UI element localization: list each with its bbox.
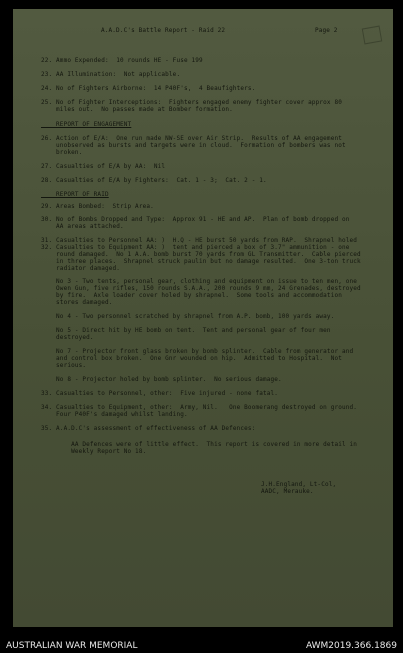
report-header: A.A.D.C's Battle Report - Raid 22 [101, 27, 226, 34]
footer-source: AUSTRALIAN WAR MEMORIAL [6, 641, 138, 651]
corner-stamp [362, 26, 383, 45]
text-line: 28. Casualties of E/A by Fighters: Cat. 1 - 3; Cat. 2 - 1. [41, 177, 267, 184]
text-line: 30. No of Bombs Dropped and Type: Approx 91 - HE and AP. Plan of bomb dropped on [41, 216, 350, 223]
footer-accession: AWM2019.366.1869 [305, 641, 397, 651]
text-line: by fire. Axle loader cover holed by shrapnel. Some tools and accommodation [41, 292, 342, 299]
text-line: 27. Casualties of E/A by AA: Nil [41, 163, 166, 170]
text-line: 33. Casualties to Personnel, other: Five injured - none fatal. [41, 390, 279, 397]
text-line: stores damaged. [41, 299, 113, 306]
text-line: radiator damaged. [41, 265, 121, 272]
text-line: 25. No of Fighter Interceptions: Fighters engaged enemy fighter cover approx 80 [41, 99, 342, 106]
text-line: unobserved as bursts and targets were in cloud. Formation of bombers was not [41, 142, 346, 149]
text-line: 34. Casualties to Equipment, other: Army, Nil. One Boomerang destroyed on ground. [41, 404, 358, 411]
text-line: Four P40F's damaged whilst landing. [41, 411, 188, 418]
text-line: 22. Ammo Expended: 10 rounds HE - Fuse 199 [41, 57, 203, 64]
text-line: AA areas attached. [41, 223, 124, 230]
text-line: No 3 - Two tents, personal gear, clothing and equipment on issue to ten men, one [41, 278, 358, 285]
text-line: broken. [41, 149, 83, 156]
text-line: destroyed. [41, 334, 94, 341]
archive-footer [0, 636, 403, 653]
text-line: Owen Gun, five rifles, 150 rounds S.A.A., 200 rounds 9 mm, 24 Grenades, destroyed [41, 285, 361, 292]
text-line: serious. [41, 362, 87, 369]
text-line: Weekly Report No 18. [41, 448, 147, 455]
document-page [13, 9, 393, 627]
text-line: 35. A.A.D.C's assessment of effectiveness of AA Defences: [41, 425, 256, 432]
text-line: 32. Casualties to Equipment AA: ) tent and pierced a box of 3.7" ammunition - one [41, 244, 350, 251]
text-line: miles out. No passes made at Bomber formation. [41, 106, 233, 113]
text-line: and control box broken. One Gnr wounded on hip. Admitted to Hospital. Not [41, 355, 342, 362]
page-number: Page 2 [315, 27, 338, 34]
text-line: in three places. Shrapnel struck paulin but no damage resulted. One 3-ton truck [41, 258, 361, 265]
text-line: AA Defences were of little effect. This report is covered in more detail in [41, 441, 358, 448]
text-line: 26. Action of E/A: One run made NW-SE over Air Strip. Results of AA engagement [41, 135, 342, 142]
text-line: No 8 - Projector holed by bomb splinter. No serious damage. [41, 376, 282, 383]
text-line: 23. AA Illumination: Not applicable. [41, 71, 181, 78]
text-line: 31. Casualties to Personnel AA: ) H.Q - HE burst 50 yards from RAP. Shrapnel holed [41, 237, 358, 244]
text-line: No 5 - Direct hit by HE bomb on tent. Tent and personal gear of four men [41, 327, 331, 334]
section-heading: REPORT OF RAID [41, 191, 109, 198]
text-line: round damaged. No 1 A.A. bomb burst 70 yards from GL Transmitter. Cable pierced [41, 251, 361, 258]
text-line: 24. No of Fighters Airborne: 14 P40F's, 4 Beaufighters. [41, 85, 256, 92]
text-line: No 7 - Projector front glass broken by bomb splinter. Cable from generator and [41, 348, 354, 355]
section-heading: REPORT OF ENGAGEMENT [41, 121, 132, 128]
text-line: 29. Areas Bombed: Strip Area. [41, 203, 154, 210]
signature-name: J.H.England, Lt-Col, [261, 481, 337, 488]
signature-title: AADC, Merauke. [261, 488, 314, 495]
text-line: No 4 - Two personnel scratched by shrapnel from A.P. bomb, 100 yards away. [41, 313, 335, 320]
